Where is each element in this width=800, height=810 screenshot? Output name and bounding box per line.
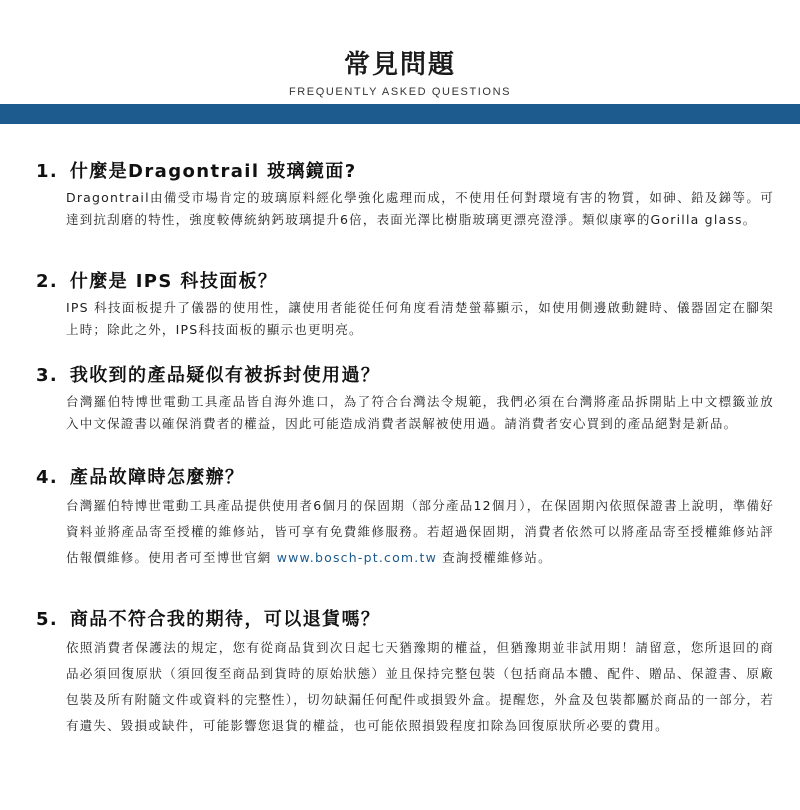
faq-question-text: 什麼是Dragontrail 玻璃鏡面? [69,161,357,182]
faq-question-text: 我收到的產品疑似有被拆封使用過？ [69,365,381,386]
faq-number: 1. [36,161,59,182]
faq-answer-4 [66,493,774,571]
faq-answer-2: IPS 科技面板提升了儀器的使用性，讓使用者能從任何角度看清楚螢幕顯示，如使用側邊啟動鍵時、儀器固定在腳架上時；除此之外，IPS科技面板的顯示也更明亮。 [66,300,774,337]
faq-answer-text: 查詢授權維修站。 [437,550,552,565]
faq-answer-3: 台灣羅伯特博世電動工具產品皆自海外進口，為了符合台灣法令規範，我們必須在台灣將產品拆開貼上中文標籤並放入中文保證書以確保消費者的權益，因此可能造成消費者誤解被使用過。請消費者安心買到的產品絕對是新品。 [66,394,774,431]
faq-item-5 [36,608,776,739]
faq-number: 5. [36,609,59,630]
faq-question-4 [36,466,776,490]
faq-question-3 [36,364,776,388]
page-subtitle: FREQUENTLY ASKED QUESTIONS [288,86,512,98]
faq-number: 4. [36,467,59,488]
faq-item-4 [36,466,776,571]
faq-question-text: 產品故障時怎麼辦？ [69,467,245,488]
faq-answer-1: Dragontrail由備受市場肯定的玻璃原料經化學強化處理而成，不使用任何對環境有害的物質，如砷、鉛及銻等。可達到抗刮磨的特性，強度較傳統納鈣玻璃提升6倍，表面光澤比樹脂玻璃更漂亮澄淨。類似康寧的Gorilla glass。 [66,190,774,227]
faq-item-1 [36,160,776,231]
faq-answer-text: 台灣羅伯特博世電動工具產品提供使用者6個月的保固期（部分產品12個月），在保固期內依照保證書上說明，準備好資料並將產品寄至授權的維修站，皆可享有免費維修服務。若超過保固期，消費者依然可以將產品寄至授權維修站評估報價維修。使用者可至博世官網 [66,498,774,565]
faq-question-text: 商品不符合我的期待，可以退貨嗎？ [69,609,381,630]
faq-number: 3. [36,365,59,386]
faq-item-2 [36,270,776,341]
faq-list [0,124,800,810]
faq-question-2 [36,270,776,294]
header-color-band [0,104,800,124]
faq-answer-5: 依照消費者保護法的規定，您有從商品貨到次日起七天猶豫期的權益，但猶豫期並非試用期！請留意，您所退回的商品必須回復原狀（須回復至商品到貨時的原始狀態）並且保持完整包裝（包括商品本體、配件、贈品、保證書、原廠包裝及所有附隨文件或資料的完整性），切勿缺漏任何配件或損毀外盒。提醒您，外盒及包裝都屬於商品的一部分，若有遺失、毀損或缺件，可能影響您退貨的權益，也可能依照損毀程度扣除為回復原狀所必要的費用。 [66,640,774,733]
faq-question-1 [36,160,776,184]
faq-number: 2. [36,271,59,292]
page-header [0,0,800,104]
bosch-website-link[interactable]: www.bosch-pt.com.tw [276,550,437,565]
faq-question-text: 什麼是 IPS 科技面板？ [69,271,278,292]
page-title: 常見問題 [343,50,456,80]
faq-item-3 [36,364,776,435]
faq-question-5 [36,608,776,632]
